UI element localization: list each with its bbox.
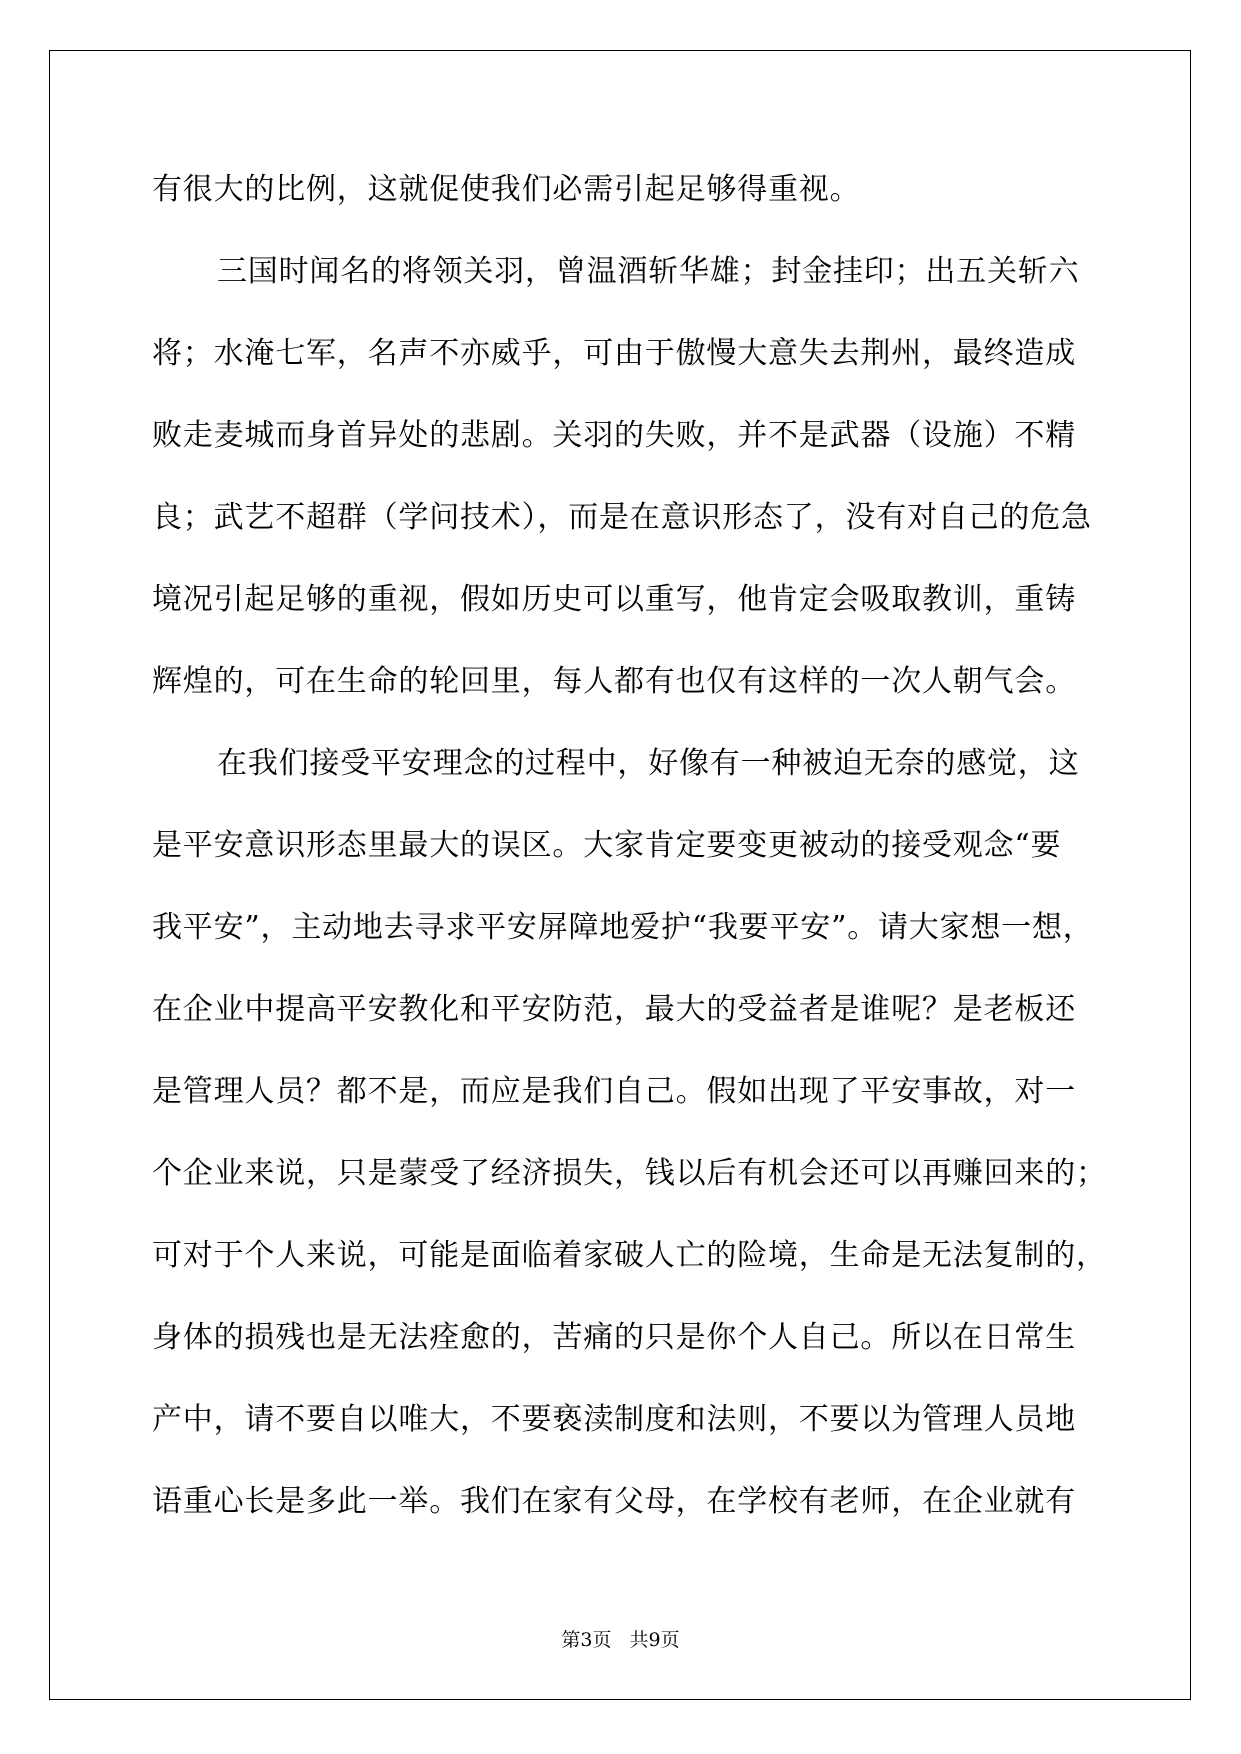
text-line: 身体的损残也是无法痊愈的，苦痛的只是你个人自己。所以在日常生: [152, 1320, 1076, 1355]
text-line: 可对于个人来说，可能是面临着家破人亡的险境，生命是无法复制的，: [152, 1238, 1107, 1273]
text-line: 将；水淹七军，名声不亦威乎，可由于傲慢大意失去荆州，最终造成: [152, 336, 1076, 371]
text-line: 在我们接受平安理念的过程中，好像有一种被迫无奈的感觉，这: [217, 746, 1080, 781]
text-line: 产中，请不要自以唯大，不要亵渎制度和法则，不要以为管理人员地: [152, 1402, 1076, 1437]
text-line: 辉煌的，可在生命的轮回里，每人都有也仅有这样的一次人朝气会。: [152, 664, 1076, 699]
text-line: 境况引起足够的重视，假如历史可以重写，他肯定会吸取教训，重铸: [152, 582, 1076, 617]
text-line: 有很大的比例，这就促使我们必需引起足够得重视。: [152, 172, 861, 207]
text-line: 良；武艺不超群（学问技术），而是在意识形态了，没有对自己的危急: [152, 500, 1092, 535]
page-footer: [0, 1628, 1241, 1652]
text-line: 三国时闻名的将领关羽，曾温酒斩华雄；封金挂印；出五关斩六: [217, 254, 1080, 289]
text-line: 我平安”，主动地去寻求平安屏障地爱护“我要平安”。请大家想一想，: [152, 910, 1094, 945]
text-line: 败走麦城而身首异处的悲剧。关羽的失败，并不是武器（设施）不精: [152, 418, 1076, 453]
page-number: 第3页: [561, 1629, 612, 1651]
page-total: 共9页: [629, 1629, 680, 1651]
text-line: 是平安意识形态里最大的误区。大家肯定要变更被动的接受观念“要: [152, 828, 1062, 863]
text-line: 是管理人员？都不是，而应是我们自己。假如出现了平安事故，对一: [152, 1074, 1076, 1109]
text-line: 个企业来说，只是蒙受了经济损失，钱以后有机会还可以再赚回来的；: [152, 1156, 1107, 1191]
document-body: [152, 149, 1107, 1543]
text-line: 在企业中提高平安教化和平安防范，最大的受益者是谁呢？是老板还: [152, 992, 1076, 1027]
text-line: 语重心长是多此一举。我们在家有父母，在学校有老师，在企业就有: [152, 1484, 1076, 1519]
